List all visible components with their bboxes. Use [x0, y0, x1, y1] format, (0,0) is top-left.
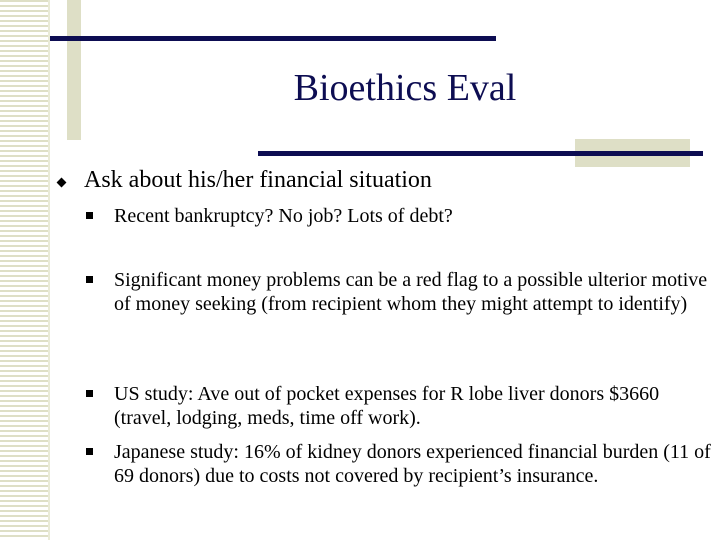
sub-bullet — [86, 268, 714, 316]
main-bullet-text: Ask about his/her financial situation — [84, 167, 432, 193]
diamond-bullet-icon — [55, 166, 84, 190]
square-bullet-icon — [86, 382, 114, 399]
main-bullet — [55, 166, 432, 195]
top-rule — [50, 36, 496, 41]
striped-sidebar-decoration — [0, 0, 50, 540]
square-bullet-icon — [86, 204, 114, 221]
sub-bullet-text: Japanese study: 16% of kidney donors experienced financial burden (11 of 69 donors) due to costs not covered by recipient’s insurance. — [114, 441, 711, 487]
square-bullet-icon — [86, 268, 114, 285]
slide-title: Bioethics Eval — [293, 67, 517, 109]
sub-bullet-text: Significant money problems can be a red flag to a possible ulterior motive of money seeking (from recipient whom they might attempt to identify) — [114, 269, 708, 315]
sub-bullet-text: Recent bankruptcy? No job? Lots of debt? — [114, 205, 453, 227]
sub-bullet — [86, 382, 714, 430]
square-bullet-icon — [86, 440, 114, 457]
sub-bullet-text: US study: Ave out of pocket expenses for R lobe liver donors $3660 (travel, lodging, meds, time off work). — [114, 383, 660, 429]
title-underline-rule — [258, 151, 703, 156]
sub-bullet — [86, 204, 714, 228]
decorative-block-left — [67, 0, 81, 140]
sub-bullet — [86, 440, 714, 488]
